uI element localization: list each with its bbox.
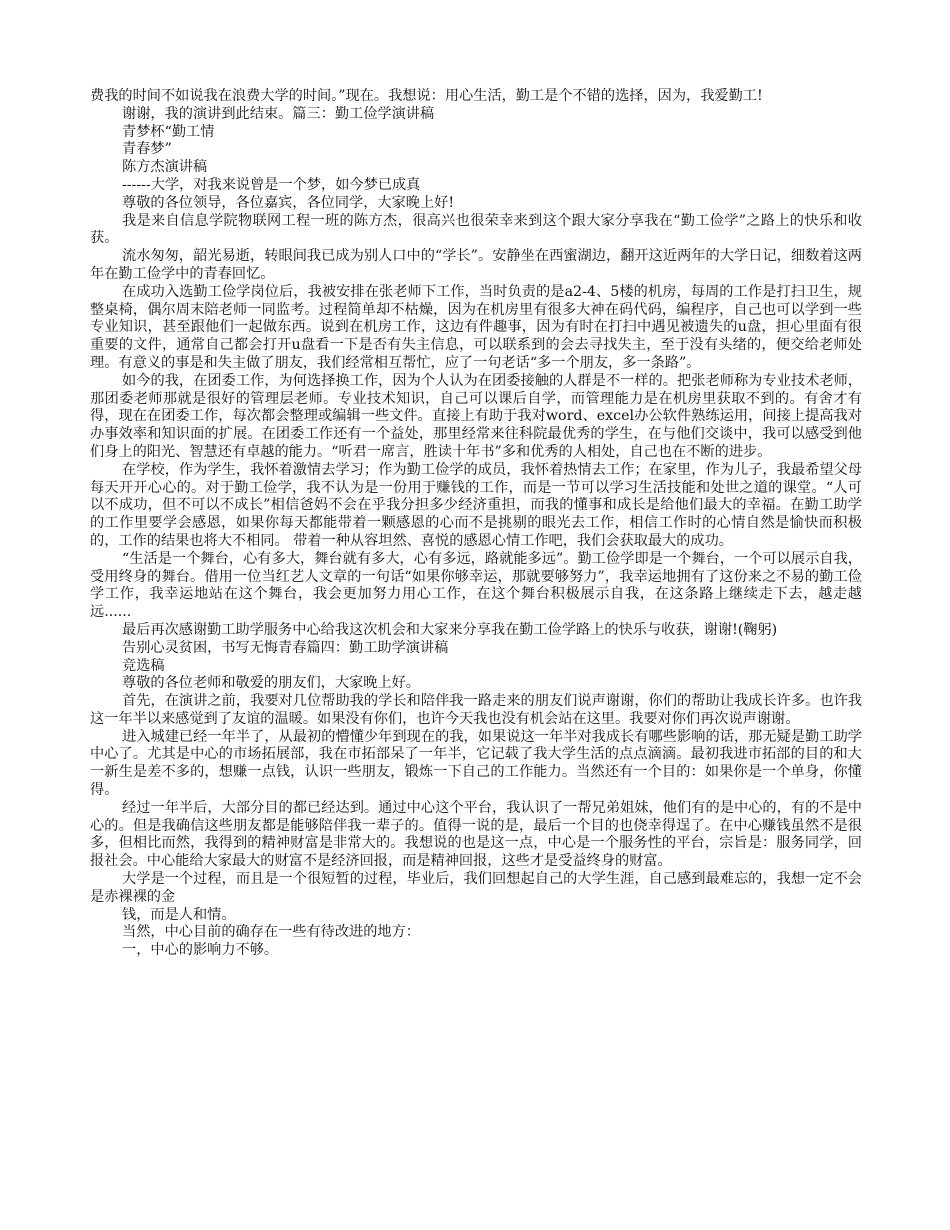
paragraph: 尊敬的各位老师和敬爱的朋友们，大家晚上好。 [122, 675, 420, 692]
document-page [90, 88, 862, 960]
paragraph: 告别心灵贫困，书写无悔青春篇四：勤工助学演讲稿 [122, 639, 449, 656]
paragraph: 钱，而是人和情。 [122, 906, 236, 923]
paragraph: 青梦杯“勤工情 [122, 123, 215, 140]
paragraph: 在成功入选勤工俭学岗位后，我被安排在张老师下工作，当时负责的是a2-4、5楼的机房，每周的工作是打扫卫生，规整桌椅，偶尔周末陪老师一同监考。过程简单却不枯燥，因为在机房里有很多大神在码代码，编程序，自己也可以学到一些专业知识，甚至跟他们一起做东西。说到在机房工作，这边有件趣事，因为有时在打扫中遇见被遗失的u盘，担心里面有很重要的文件，通常自己都会打开u盘看一下是否有失主信息，可以联系到的会去寻找失主，至于没有头绪的，便交给老师处理。有意义的事是和失主做了朋友，我们经常相互帮忙，应了一句老话“多一个朋友，多一条路”。 [90, 283, 862, 371]
paragraph: 竞选稿 [122, 657, 165, 674]
paragraph: 陈方杰演讲稿 [122, 159, 208, 176]
paragraph: 经过一年半后，大部分目的都已经达到。通过中心这个平台，我认识了一帮兄弟姐妹，他们有的是中心的，有的不是中心的。但是我确信这些朋友都是能够陪伴我一辈子的。值得一说的是，最后一个目的也侥幸得逞了。在中心赚钱虽然不是很多，但相比而然，我得到的精神财富是非常大的。我想说的也是这一点，中心是一个服务性的平台，宗旨是：服务同学，回报社会。中心能给大家最大的财富不是经济回报，而是精神回报，这些才是受益终身的财富。 [90, 799, 862, 870]
paragraph: “生活是一个舞台，心有多大，舞台就有多大，心有多远，路就能多远”。勤工俭学即是一个舞台，一个可以展示自我，受用终身的舞台。借用一位当红艺人文章的一句话“如果你够幸运，那就要够努力”，我幸运地拥有了这份来之不易的勤工俭学工作，我幸运地站在这个舞台，我会更加努力用心工作，在这个舞台积极展示自我，在这条路上继续走下去，越走越远...... [90, 550, 862, 621]
paragraph: 谢谢，我的演讲到此结束。篇三：勤工俭学演讲稿 [122, 105, 435, 122]
paragraph: 大学是一个过程，而且是一个很短暂的过程，毕业后，我们回想起自己的大学生涯，自己感到最难忘的，我想一定不会是赤裸裸的金 [90, 871, 862, 905]
paragraph: 当然，中心目前的确存在一些有待改进的地方： [122, 924, 420, 941]
paragraph: 在学校，作为学生，我怀着激情去学习；作为勤工俭学的成员，我怀着热情去工作；在家里，作为儿子，我最希望父母每天开开心心的。对于勤工俭学，我不认为是一份用于赚钱的工作，而是一节可以学习生活技能和处世之道的课堂。“人可以不成功，但不可以不成长”相信爸妈不会在乎我分担多少经济重担，而我的懂事和成长是给他们最大的幸福。在勤工助学的工作里要学会感恩，如果你每天都能带着一颗感恩的心而不是挑剔的眼光去工作，相信工作时的心情自然是愉快而积极的，工作的结果也将大不相同。 带着一种从容坦然、喜悦的感恩心情工作吧，我们会获取最大的成功。 [90, 461, 862, 549]
paragraph: 青春梦” [122, 141, 172, 158]
paragraph: 费我的时间不如说我在浪费大学的时间。”现在。我想说：用心生活，勤工是个不错的选择，因为，我爱勤工! [90, 88, 763, 104]
paragraph: 流水匆匆，韶光易逝，转眼间我已成为别人口中的“学长”。安静坐在西蜜湖边，翻开这近两年的大学日记，细数着这两年在勤工俭学中的青春回忆。 [90, 248, 862, 282]
paragraph: 一，中心的影响力不够。 [122, 942, 279, 959]
paragraph: ------大学，对我来说曾是一个梦，如今梦已成真 [122, 176, 421, 193]
paragraph: 最后再次感谢勤工助学服务中心给我这次机会和大家来分享我在勤工俭学路上的快乐与收获，谢谢!(鞠躬) [122, 621, 778, 638]
paragraph: 进入城建已经一年半了，从最初的懵懂少年到现在的我，如果说这一年半对我成长有哪些影响的话，那无疑是勤工助学中心了。尤其是中心的市场拓展部，我在市拓部呆了一年半，它记载了我大学生活的点点滴滴。最初我进市拓部的目的和大一新生是差不多的，想赚一点钱，认识一些朋友，锻炼一下自己的工作能力。当然还有一个目的：如果你是一个单身，你懂得。 [90, 728, 862, 799]
paragraph: 如今的我，在团委工作，为何选择换工作，因为个人认为在团委接触的人群是不一样的。把张老师称为专业技术老师，那团委老师那就是很好的管理层老师。专业技术知识，自己可以课后自学，而管理能力是在机房里获取不到的。有舍才有得，现在在团委工作，每次都会整理或编辑一些文件。直接上有助于我对word、excel办公软件熟练运用，间接上提高我对办事效率和知识面的扩展。在团委工作还有一个益处，那里经常来往科院最优秀的学生，在与他们交谈中，我可以感受到他们身上的阳光、智慧还有卓越的能力。“听君一席言，胜读十年书”多和优秀的人相处，自己也在不断的进步。 [90, 372, 862, 460]
paragraph: 尊敬的各位领导，各位嘉宾，各位同学，大家晚上好! [122, 194, 455, 211]
paragraph: 首先，在演讲之前，我要对几位帮助我的学长和陪伴我一路走来的朋友们说声谢谢，你们的帮助让我成长许多。也许我这一年半以来感觉到了友谊的温暖。如果没有你们，也许今天我也没有机会站在这里。我要对你们再次说声谢谢。 [90, 693, 862, 727]
paragraph: 我是来自信息学院物联网工程一班的陈方杰，很高兴也很荣幸来到这个跟大家分享我在“勤工俭学”之路上的快乐和收获。 [90, 212, 862, 247]
